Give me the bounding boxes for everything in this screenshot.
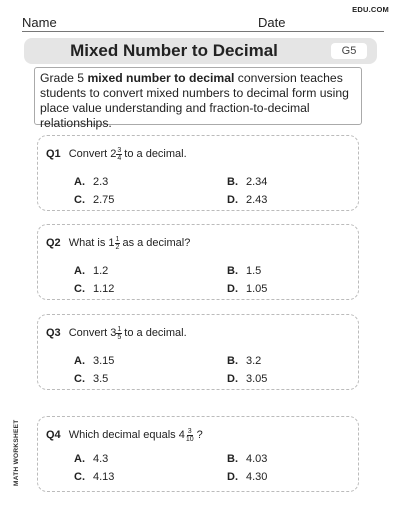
option-value: 2.43 [246, 194, 268, 206]
option-value: 3.05 [246, 373, 268, 385]
question-prefix: Which decimal equals 4 [68, 429, 185, 441]
option-letter: C. [74, 471, 85, 483]
option-value: 4.03 [246, 453, 268, 465]
fraction-denominator: 10 [185, 435, 194, 443]
option-letter: A. [74, 265, 85, 277]
question-number: Q1 [46, 148, 61, 160]
option-c[interactable] [74, 194, 114, 206]
option-letter: A. [74, 355, 85, 367]
option-b[interactable] [227, 355, 261, 367]
fraction [116, 147, 122, 162]
title-bar [24, 38, 377, 64]
option-value: 3.5 [93, 373, 109, 385]
option-c[interactable] [74, 471, 114, 483]
date-label: Date [258, 15, 286, 30]
question-card-1 [37, 135, 359, 211]
option-value: 2.34 [246, 176, 268, 188]
option-d[interactable] [227, 194, 267, 206]
option-value: 1.2 [93, 265, 109, 277]
option-letter: C. [74, 373, 85, 385]
question-number: Q2 [46, 237, 61, 249]
option-letter: D. [227, 471, 238, 483]
question-prefix: What is 1 [68, 237, 115, 249]
option-letter: C. [74, 194, 85, 206]
option-letter: D. [227, 283, 238, 295]
fraction-denominator: 5 [117, 333, 122, 341]
question-line [46, 325, 187, 341]
option-a[interactable] [74, 176, 108, 188]
question-prefix: Convert 2 [68, 148, 117, 160]
option-letter: B. [227, 176, 238, 188]
fraction [115, 236, 121, 251]
grade-badge: G5 [331, 43, 367, 59]
option-value: 4.3 [93, 453, 109, 465]
option-letter: A. [74, 453, 85, 465]
intro-suffix: conversion teaches students to convert mixed numbers to decimal form using place value understanding and fraction-to-decimal relationships. [40, 71, 349, 130]
option-a[interactable] [74, 265, 108, 277]
option-letter: B. [227, 453, 238, 465]
option-value: 1.12 [93, 283, 115, 295]
question-line [46, 235, 190, 251]
side-label: MATH WORKSHEET [13, 419, 20, 486]
option-d[interactable] [227, 471, 267, 483]
brand-logo: EDU.COM [352, 5, 389, 14]
fraction-numerator: 3 [187, 427, 192, 435]
worksheet-title: Mixed Number to Decimal [70, 41, 278, 60]
option-value: 1.05 [246, 283, 268, 295]
option-b[interactable] [227, 176, 267, 188]
option-letter: B. [227, 355, 238, 367]
question-card-4 [37, 416, 359, 492]
option-letter: B. [227, 265, 238, 277]
fraction-numerator: 1 [115, 235, 120, 243]
question-number: Q3 [46, 327, 61, 339]
question-suffix: to a decimal. [124, 327, 187, 339]
option-d[interactable] [227, 373, 267, 385]
fraction [116, 326, 122, 341]
option-a[interactable] [74, 355, 114, 367]
option-value: 4.13 [93, 471, 115, 483]
question-prefix: Convert 3 [68, 327, 117, 339]
question-suffix: to a decimal. [124, 148, 187, 160]
fraction-denominator: 2 [115, 243, 120, 251]
fraction-numerator: 3 [117, 146, 122, 154]
question-card-2 [37, 224, 359, 300]
fraction-denominator: 4 [117, 154, 122, 162]
question-line [46, 427, 203, 443]
name-date-underline [22, 31, 384, 32]
question-suffix: ? [196, 429, 203, 441]
option-value: 3.15 [93, 355, 115, 367]
option-letter: C. [74, 283, 85, 295]
question-card-3 [37, 314, 359, 390]
option-value: 1.5 [246, 265, 262, 277]
option-value: 2.3 [93, 176, 109, 188]
option-value: 4.30 [246, 471, 268, 483]
option-b[interactable] [227, 453, 267, 465]
option-value: 3.2 [246, 355, 262, 367]
name-label: Name [22, 15, 57, 30]
intro-box [34, 67, 362, 130]
fraction-numerator: 1 [117, 325, 122, 333]
option-letter: D. [227, 373, 238, 385]
option-d[interactable] [227, 283, 267, 295]
option-letter: D. [227, 194, 238, 206]
question-line [46, 146, 187, 162]
fraction [185, 428, 195, 443]
question-number: Q4 [46, 429, 61, 441]
name-date-fields [22, 15, 382, 29]
question-suffix: as a decimal? [122, 237, 191, 249]
option-letter: A. [74, 176, 85, 188]
option-a[interactable] [74, 453, 108, 465]
intro-prefix: Grade 5 [40, 71, 88, 85]
option-b[interactable] [227, 265, 261, 277]
intro-bold: mixed number to decimal [87, 71, 235, 85]
option-value: 2.75 [93, 194, 115, 206]
option-c[interactable] [74, 283, 114, 295]
option-c[interactable] [74, 373, 108, 385]
